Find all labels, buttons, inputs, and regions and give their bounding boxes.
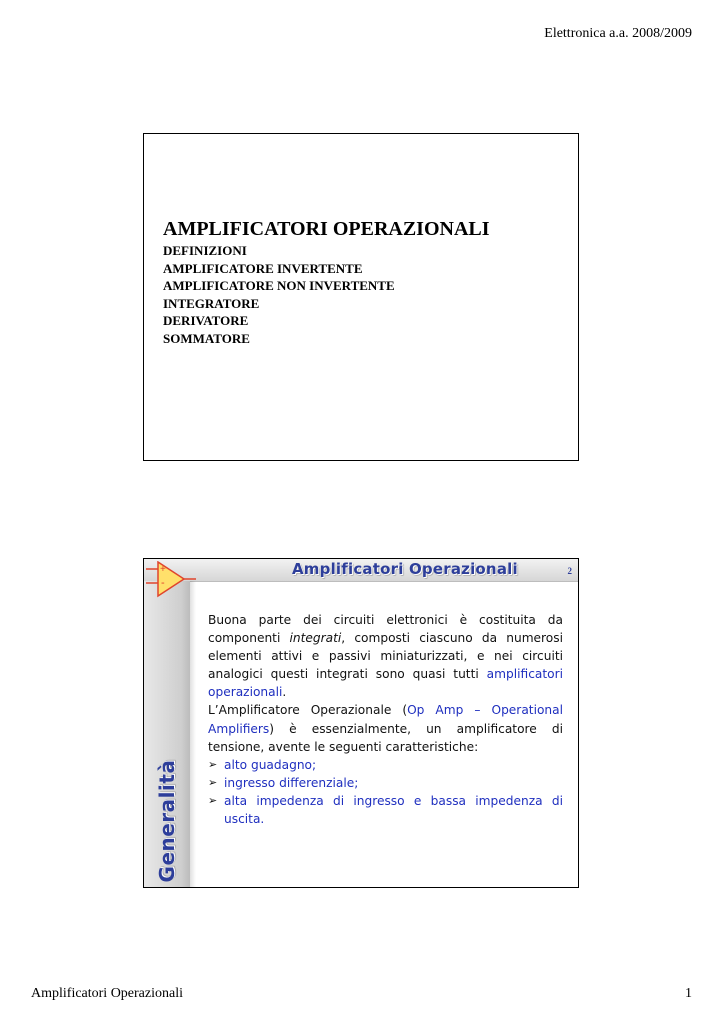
topic-item: AMPLIFICATORE NON INVERTENTE [163, 278, 395, 293]
list-item: ➢ ingresso differenziale; [208, 774, 563, 792]
characteristics-list [208, 756, 563, 828]
topic-item: INTEGRATORE [163, 295, 260, 311]
footer-title: Amplificatori Operazionali [31, 986, 183, 1001]
title-slide [143, 133, 579, 461]
topic-item: AMPLIFICATORE INVERTENTE [163, 260, 363, 276]
slide-title: AMPLIFICATORI OPERAZIONALI [163, 218, 490, 240]
topic-item: SOMMATORE [163, 330, 250, 346]
list-item: ➢ alto guadagno; [208, 756, 563, 774]
arrow-bullet-icon: ➢ [208, 793, 218, 807]
slide-body [208, 611, 563, 828]
paragraph-definition: L’Amplificatore Operazionale (Op Amp – Operational Amplifiers) è essenzialmente, un amplificatore di tensione, avente le seguenti caratteristiche: [208, 703, 563, 754]
minus-label: - [161, 577, 165, 589]
highlight-text: amplificatori operazionali [208, 667, 563, 700]
plus-label: + [160, 564, 166, 575]
slide-heading: Amplificatori Operazionali [292, 560, 518, 578]
list-item: ➢ alta impedenza di ingresso e bassa impedenza di uscita. [208, 793, 563, 827]
emphasis-text: integrati [289, 631, 342, 646]
section-label: Generalità [155, 759, 179, 883]
arrow-bullet-icon: ➢ [208, 775, 218, 789]
paragraph-intro: Buona parte dei circuiti elettronici è costituita da componenti integrati, composti ciascuno da numerosi elementi attivi e passivi miniaturizzati, e nei circuiti analogici questi integrati sono quasi tutti amplificatori operazionali. [208, 613, 563, 700]
slide-number: 2 [567, 566, 572, 576]
highlight-text: Op Amp – Operational Amplifiers [208, 703, 563, 736]
content-slide [143, 558, 579, 888]
arrow-bullet-icon: ➢ [208, 757, 218, 771]
topic-item: DERIVATORE [163, 313, 249, 328]
page-number: 1 [685, 986, 692, 1001]
topic-list [163, 242, 395, 347]
topic-item: DEFINIZIONI [163, 243, 247, 258]
header-course: Elettronica a.a. 2008/2009 [544, 26, 692, 41]
op-amp-icon [146, 561, 198, 601]
